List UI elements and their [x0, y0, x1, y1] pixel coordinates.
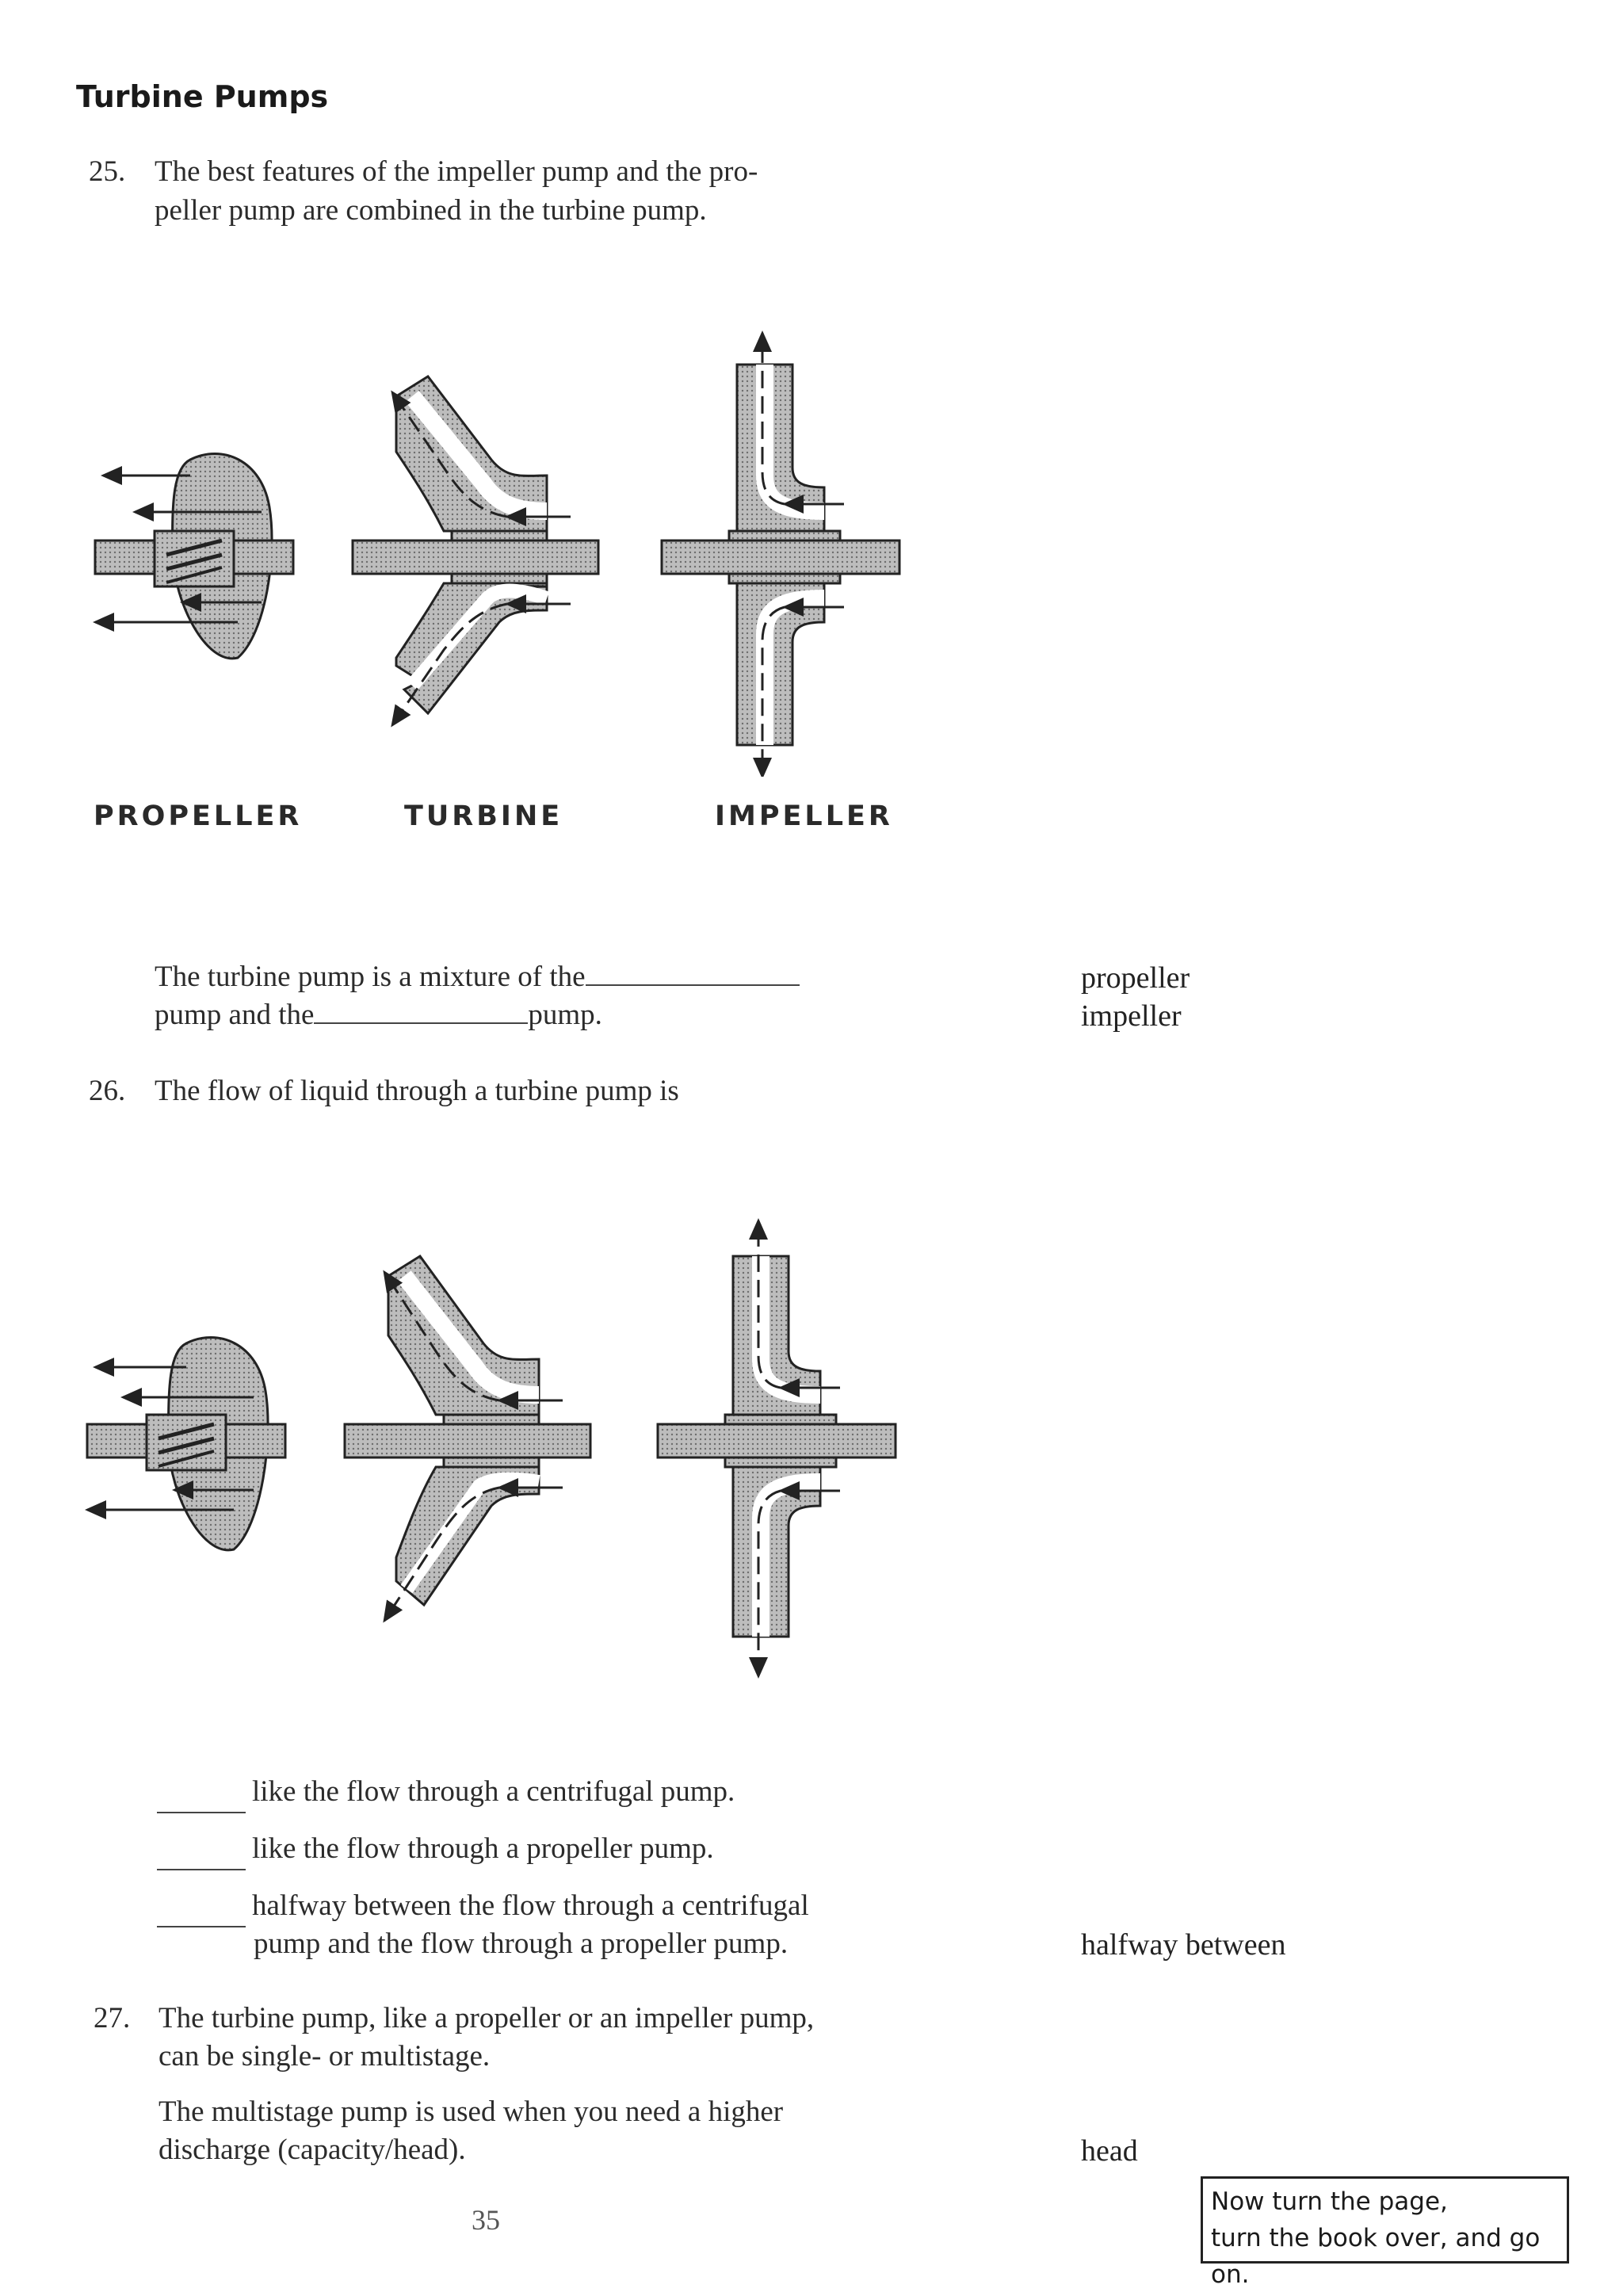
frame-27-line3: The multistage pump is used when you need a higher — [158, 2095, 784, 2128]
option-blank-1[interactable] — [157, 1772, 246, 1813]
impeller-diagram-2 — [658, 1221, 896, 1676]
answer-blank-1[interactable] — [586, 961, 800, 986]
frame-27-line1: The turbine pump, like a propeller or an impeller pump, — [158, 2002, 815, 2034]
question-line1-text: The turbine pump is a mixture of the — [155, 961, 586, 993]
propeller-diagram-2 — [87, 1338, 285, 1550]
option-label-3: halfway between the flow through a centrifugal — [252, 1889, 809, 1922]
frame-27-line2: can be single- or multistage. — [158, 2040, 491, 2073]
answer-blank-2[interactable] — [314, 999, 528, 1024]
option-blank-2[interactable] — [157, 1829, 246, 1870]
option-blank-3[interactable] — [157, 1886, 246, 1927]
frame-25-intro-line2: peller pump are combined in the turbine pump. — [155, 194, 707, 227]
turbine-diagram — [353, 376, 598, 725]
caption-propeller: PROPELLER — [94, 800, 303, 832]
propeller-diagram — [95, 454, 293, 659]
frame-25-question-line1 — [155, 957, 800, 997]
frame-26-prompt: The flow of liquid through a turbine pump is — [155, 1075, 679, 1107]
answer-impeller: impeller — [1081, 999, 1182, 1033]
turbine-diagram-2 — [345, 1256, 590, 1621]
answer-propeller: propeller — [1081, 961, 1190, 995]
frame-26-number: 26. — [89, 1075, 126, 1107]
impeller-diagram — [662, 333, 899, 777]
frame-25-number: 25. — [89, 155, 126, 188]
section-title: Turbine Pumps — [76, 79, 329, 114]
caption-turbine: TURBINE — [404, 800, 563, 832]
frame-27-number: 27. — [94, 2002, 131, 2034]
frame-25-question-line2 — [155, 995, 602, 1035]
note-line1: Now turn the page, — [1211, 2187, 1448, 2216]
page-number: 35 — [472, 2204, 500, 2236]
pump-diagrams-2 — [75, 1209, 915, 1684]
caption-impeller: IMPELLER — [715, 800, 893, 832]
option-label-1: like the flow through a centrifugal pump. — [252, 1775, 735, 1808]
question-line2-text-b: pump. — [528, 999, 602, 1031]
option-halfway-cont: pump and the flow through a propeller pump. — [254, 1927, 789, 1960]
frame-27-line4: discharge (capacity/head). — [158, 2134, 466, 2166]
option-propeller — [157, 1829, 714, 1870]
turn-page-note — [1201, 2176, 1569, 2289]
answer-head: head — [1081, 2134, 1138, 2168]
frame-25-intro-line1: The best features of the impeller pump and the pro- — [155, 155, 758, 188]
option-label-2: like the flow through a propeller pump. — [252, 1832, 714, 1865]
pump-diagrams-1 — [79, 317, 919, 777]
note-line2: turn the book over, and go on. — [1211, 2224, 1541, 2289]
option-halfway — [157, 1886, 809, 1927]
option-centrifugal — [157, 1772, 735, 1813]
answer-halfway-between: halfway between — [1081, 1928, 1286, 1962]
question-line2-text-a: pump and the — [155, 999, 315, 1031]
